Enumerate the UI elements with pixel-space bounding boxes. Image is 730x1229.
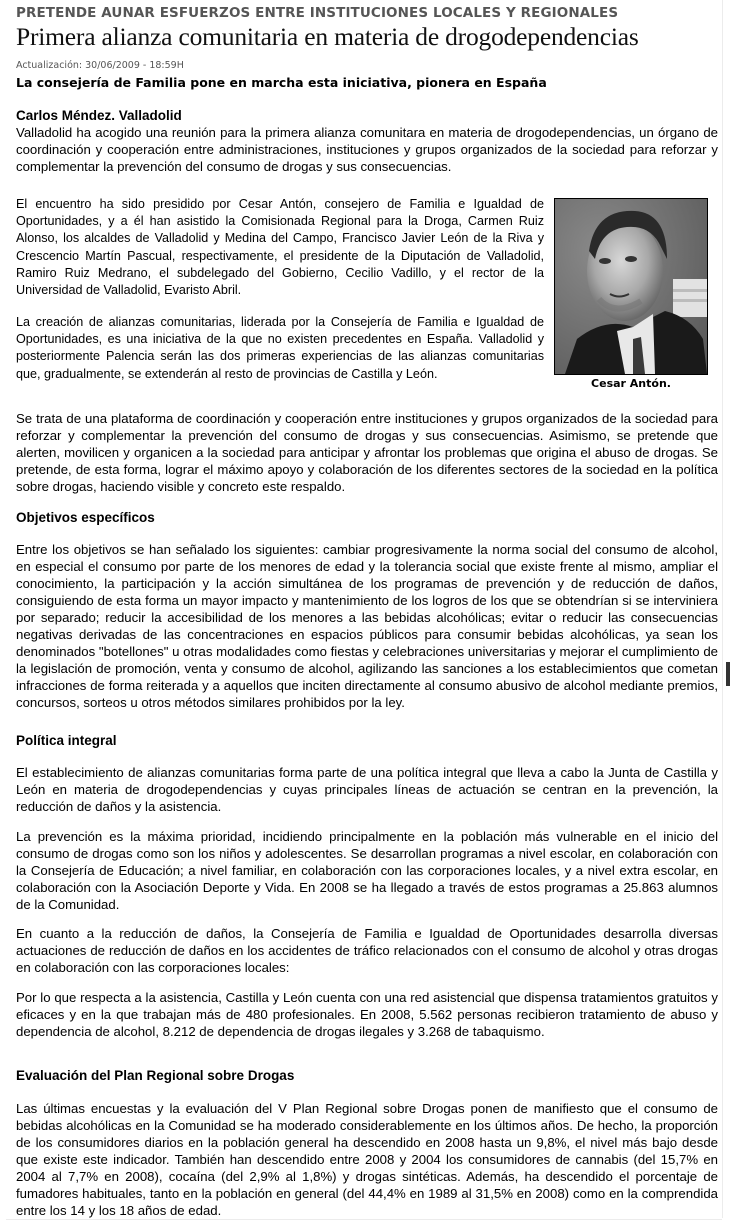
portrait-image-icon — [555, 199, 707, 374]
section-heading-evaluacion: Evaluación del Plan Regional sobre Drogas — [16, 1068, 295, 1083]
section-heading-politica: Política integral — [16, 733, 117, 748]
article-kicker: PRETENDE AUNAR ESFUERZOS ENTRE INSTITUCIONES LOCALES Y REGIONALES — [16, 5, 619, 21]
article-subtitle: La consejería de Familia pone en marcha esta iniciativa, pionera en España — [16, 75, 547, 90]
paragraph-politica-4: Por lo que respecta a la asistencia, Castilla y León cuenta con una red asistencial que dispensa tratamientos gratuitos y eficaces y en la que trabajan más de 480 profesionales. En 2008, 5.562 personas recibieron tratamiento de abuso y dependencia de alcohol, 8.212 de dependencia de drogas ilegales y 3.268 de tabaquismo. — [16, 990, 718, 1039]
paragraph-politica-3: En cuanto a la reducción de daños, la Consejería de Familia e Igualdad de Oportunidades desarrolla diversas actuaciones de reducción de daños en los accidentes de tráfico relacionados con el consumo de alcohol y otras drogas en colaboración con las corporaciones locales: — [16, 926, 718, 975]
update-timestamp: Actualización: 30/06/2009 - 18:59H — [16, 60, 184, 71]
paragraph-alliances: La creación de alianzas comunitarias, liderada por la Consejería de Familia e Igualdad de Oportunidades, es una iniciativa de la que no existen precedentes en España. Valladolid y posteriormente Palencia serán las dos primeras experiencias de las alianzas comunitarias que, gradualmente, se extenderán al resto de provincias de Castilla y León. — [16, 315, 544, 381]
paragraph-politica-2: La prevención es la máxima prioridad, incidiendo principalmente en la población más vulnerable en el inicio del consumo de drogas como son los niños y adolescentes. Se desarrollan programas a nivel escolar, en colaboración con la Consejería de Educación; a nivel familiar, en colaboración con las corporaciones locales, y a nivel extra escolar, en colaboración con la Asociación Deporte y Vida. En 2008 se ha llegado a través de estos programas a 25.863 alumnos de la Comunidad. — [16, 829, 718, 912]
photo-caption: Cesar Antón. — [591, 377, 671, 390]
right-divider — [722, 0, 723, 1218]
article-byline: Carlos Méndez. Valladolid — [16, 108, 182, 123]
bottom-divider — [6, 1219, 722, 1220]
paragraph-platform: Se trata de una plataforma de coordinación y cooperación entre instituciones y grupos organizados de la sociedad para reforzar y complementar la prevención del consumo de drogas y sus consecuencias. Asimismo, se pretende que alerten, movilicen y organicen a la sociedad para anticipar y afrontar los problemas que origina el abuso de drogas. Se pretende, de esta forma, lograr el máximo apoyo y colaboración de los diferentes sectores de la sociedad en la política sobre drogas, haciendo visible y concreto este respaldo. — [16, 411, 718, 494]
paragraph-objetivos: Entre los objetivos se han señalado los siguientes: cambiar progresivamente la norma social del consumo de alcohol, en especial el consumo por parte de los menores de edad y la tolerancia social que existe frente al mismo, ampliar el conocimiento, la participación y la acción simultánea de los programas de prevención y de reducción de daños, consiguiendo de esta forma un mayor impacto y mantenimiento de los logros de los que se obtendrían si se interviniera por separado; reducir la accesibilidad de los menores a las bebidas alcohólicas; evitar o reducir las consecuencias negativas derivadas de las concentraciones en espacios públicos para consumir bebidas alcohólicas, ya sean los denominados "botellones" u otras modalidades como fiestas y celebraciones universitarias y mejorar el cumplimiento de la legislación de promoción, venta y consumo de alcohol, agilizando las sanciones a los establecimientos que cometan infracciones de forma reiterada y a aquellos que inciten directamente al consumo abusivo de alcohol mediante premios, concursos, sorteos u otros métodos similares prohibidos por la ley. — [16, 542, 718, 710]
section-heading-objetivos: Objetivos específicos — [16, 510, 155, 525]
portrait-photo — [554, 198, 708, 375]
paragraph-politica-1: El establecimiento de alianzas comunitarias forma parte de una política integral que lleva a cabo la Junta de Castilla y León en materia de drogodependencias y cuyas principales líneas de actuación se centran en la prevención, la reducción de daños y la asistencia. — [16, 765, 718, 814]
paragraph-intro: Valladolid ha acogido una reunión para la primera alianza comunitara en materia de drogodependencias, un órgano de coordinación y cooperación entre administraciones, instituciones y grupos organizados de la sociedad para reforzar y complementar la prevención del consumo de drogas y sus consecuencias. — [16, 125, 718, 174]
article-title: Primera alianza comunitaria en materia de drogodependencias — [16, 22, 639, 51]
scroll-indicator[interactable] — [726, 662, 730, 686]
paragraph-evaluacion: Las últimas encuestas y la evaluación del V Plan Regional sobre Drogas ponen de manifiesto que el consumo de bebidas alcohólicas en la Comunidad se ha moderado considerablemente en los últimos años. De hecho, la proporción de los consumidores diarios en la población general ha descendido en 2008 hasta un 9,8%, el nivel más bajo desde que existe este indicador. También han descendido entre 2008 y 2004 los consumidores de cannabis (del 15,7% en 2004 al 7,7% en 2008), cocaína (del 2,9% al 1,8%) y drogas sintéticas. Además, ha descendido el porcentaje de fumadores habituales, tanto en la población en general (del 44,4% en 1989 al 31,5% en 2008) como en la comprendida entre los 14 y los 18 años de edad. — [16, 1101, 718, 1218]
paragraph-attendees: El encuentro ha sido presidido por Cesar Antón, consejero de Familia e Igualdad de Oportunidades, y a él han asistido la Comisionada Regional para la Droga, Carmen Ruiz Alonso, los alcaldes de Valladolid y Medina del Campo, Francisco Javier León de la Riva y Crescencio Martín Pascual, respectivamente, el presidente de la Diputación de Valladolid, Ramiro Ruiz Medrano, el subdelegado del Gobierno, Cecilio Vadillo, y el rector de la Universidad de Valladolid, Evaristo Abril. — [16, 197, 544, 298]
